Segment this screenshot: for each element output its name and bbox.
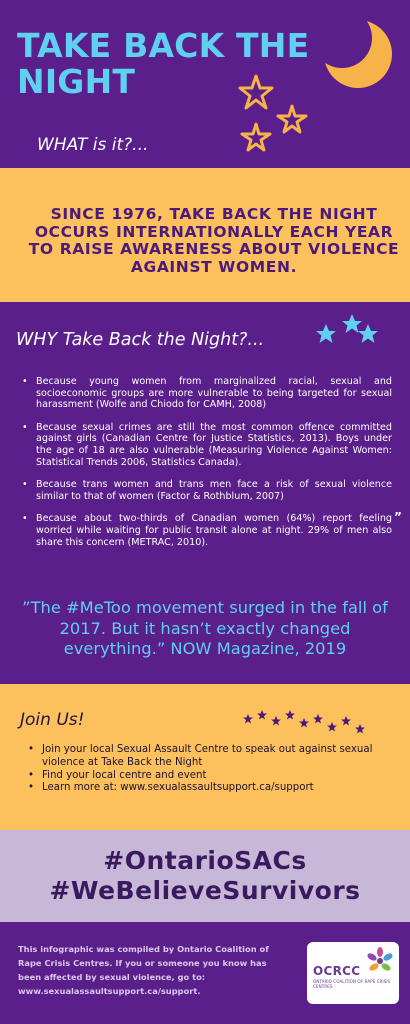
hashtags-section [0, 830, 410, 922]
join-link-item[interactable]: • Learn more at: www.sexualassaultsupport.ca/support [28, 782, 398, 795]
why-item: • Because sexual crimes are still the most common offence committed against girls (Canadian Centre for Justice Statistics, 2013). Boys under the age of 18 are also vulnerable (Measuring Violence Against Women: Statistical Trends 2006, Statistics Canada). [22, 422, 392, 468]
stray-quote-mark: ” [394, 510, 402, 524]
ocrcc-logo [307, 942, 399, 1004]
join-item: • Find your local centre and event [28, 770, 398, 783]
why-section [0, 302, 410, 684]
footer-section [0, 922, 410, 1024]
hand-drawn-stars-icon [232, 72, 312, 162]
moon-icon [318, 14, 400, 96]
logo-full-name: ONTARIO COALITION OF RAPE CRISIS CENTRES [313, 979, 391, 989]
stars-icon [314, 310, 378, 350]
what-heading: WHAT is it?... [37, 135, 149, 155]
why-item: • Because about two-thirds of Canadian women (64%) report feeling worried while waiting for public transit alone at night. 29% of men also share this concern (METRAC, 2010). [22, 513, 392, 548]
footer-note[interactable]: This infographic was compiled by Ontario Coalition of Rape Crisis Centres. If you or someone you know has been affected by sexual violence, go to: www.sexualassaultsupport.ca/support. [18, 944, 269, 996]
join-list [28, 744, 398, 795]
hashtag-ontario-sacs: #OntarioSACs [103, 846, 307, 875]
why-item: • Because young women from marginalized racial, sexual and socioeconomic groups are more vulnerable to being targeted for sexual harassment (Wolfe and Chiodo for CAMH, 2008) [22, 376, 392, 411]
why-heading: WHY Take Back the Night?... [16, 330, 265, 350]
page-title: TAKE BACK THE NIGHT [17, 26, 310, 101]
header-section [0, 0, 410, 168]
since-statement: SINCE 1976, TAKE BACK THE NIGHT OCCURS INTERNATIONALLY EACH YEAR TO RAISE AWARENESS ABOUT VIOLENCE AGAINST WOMEN. [28, 205, 400, 276]
metoo-quote: ”The #MeToo movement surged in the fall of 2017. But it hasn’t exactly changed everything.” NOW Magazine, 2019 [22, 598, 388, 658]
logo-abbreviation: OCRCC [313, 964, 361, 978]
join-heading: Join Us! [20, 710, 85, 730]
since-band [0, 168, 410, 302]
join-item: • Join your local Sexual Assault Centre to speak out against sexual violence at Take Back the Night [28, 744, 398, 770]
why-list [22, 376, 392, 559]
why-item: • Because trans women and trans men face a risk of sexual violence similar to that of women (Factor & Rothblum, 2007) [22, 479, 392, 502]
flower-icon [365, 946, 395, 976]
hashtag-we-believe-survivors: #WeBelieveSurvivors [49, 876, 361, 905]
join-section [0, 684, 410, 830]
sparkle-stars-icon [240, 704, 370, 740]
